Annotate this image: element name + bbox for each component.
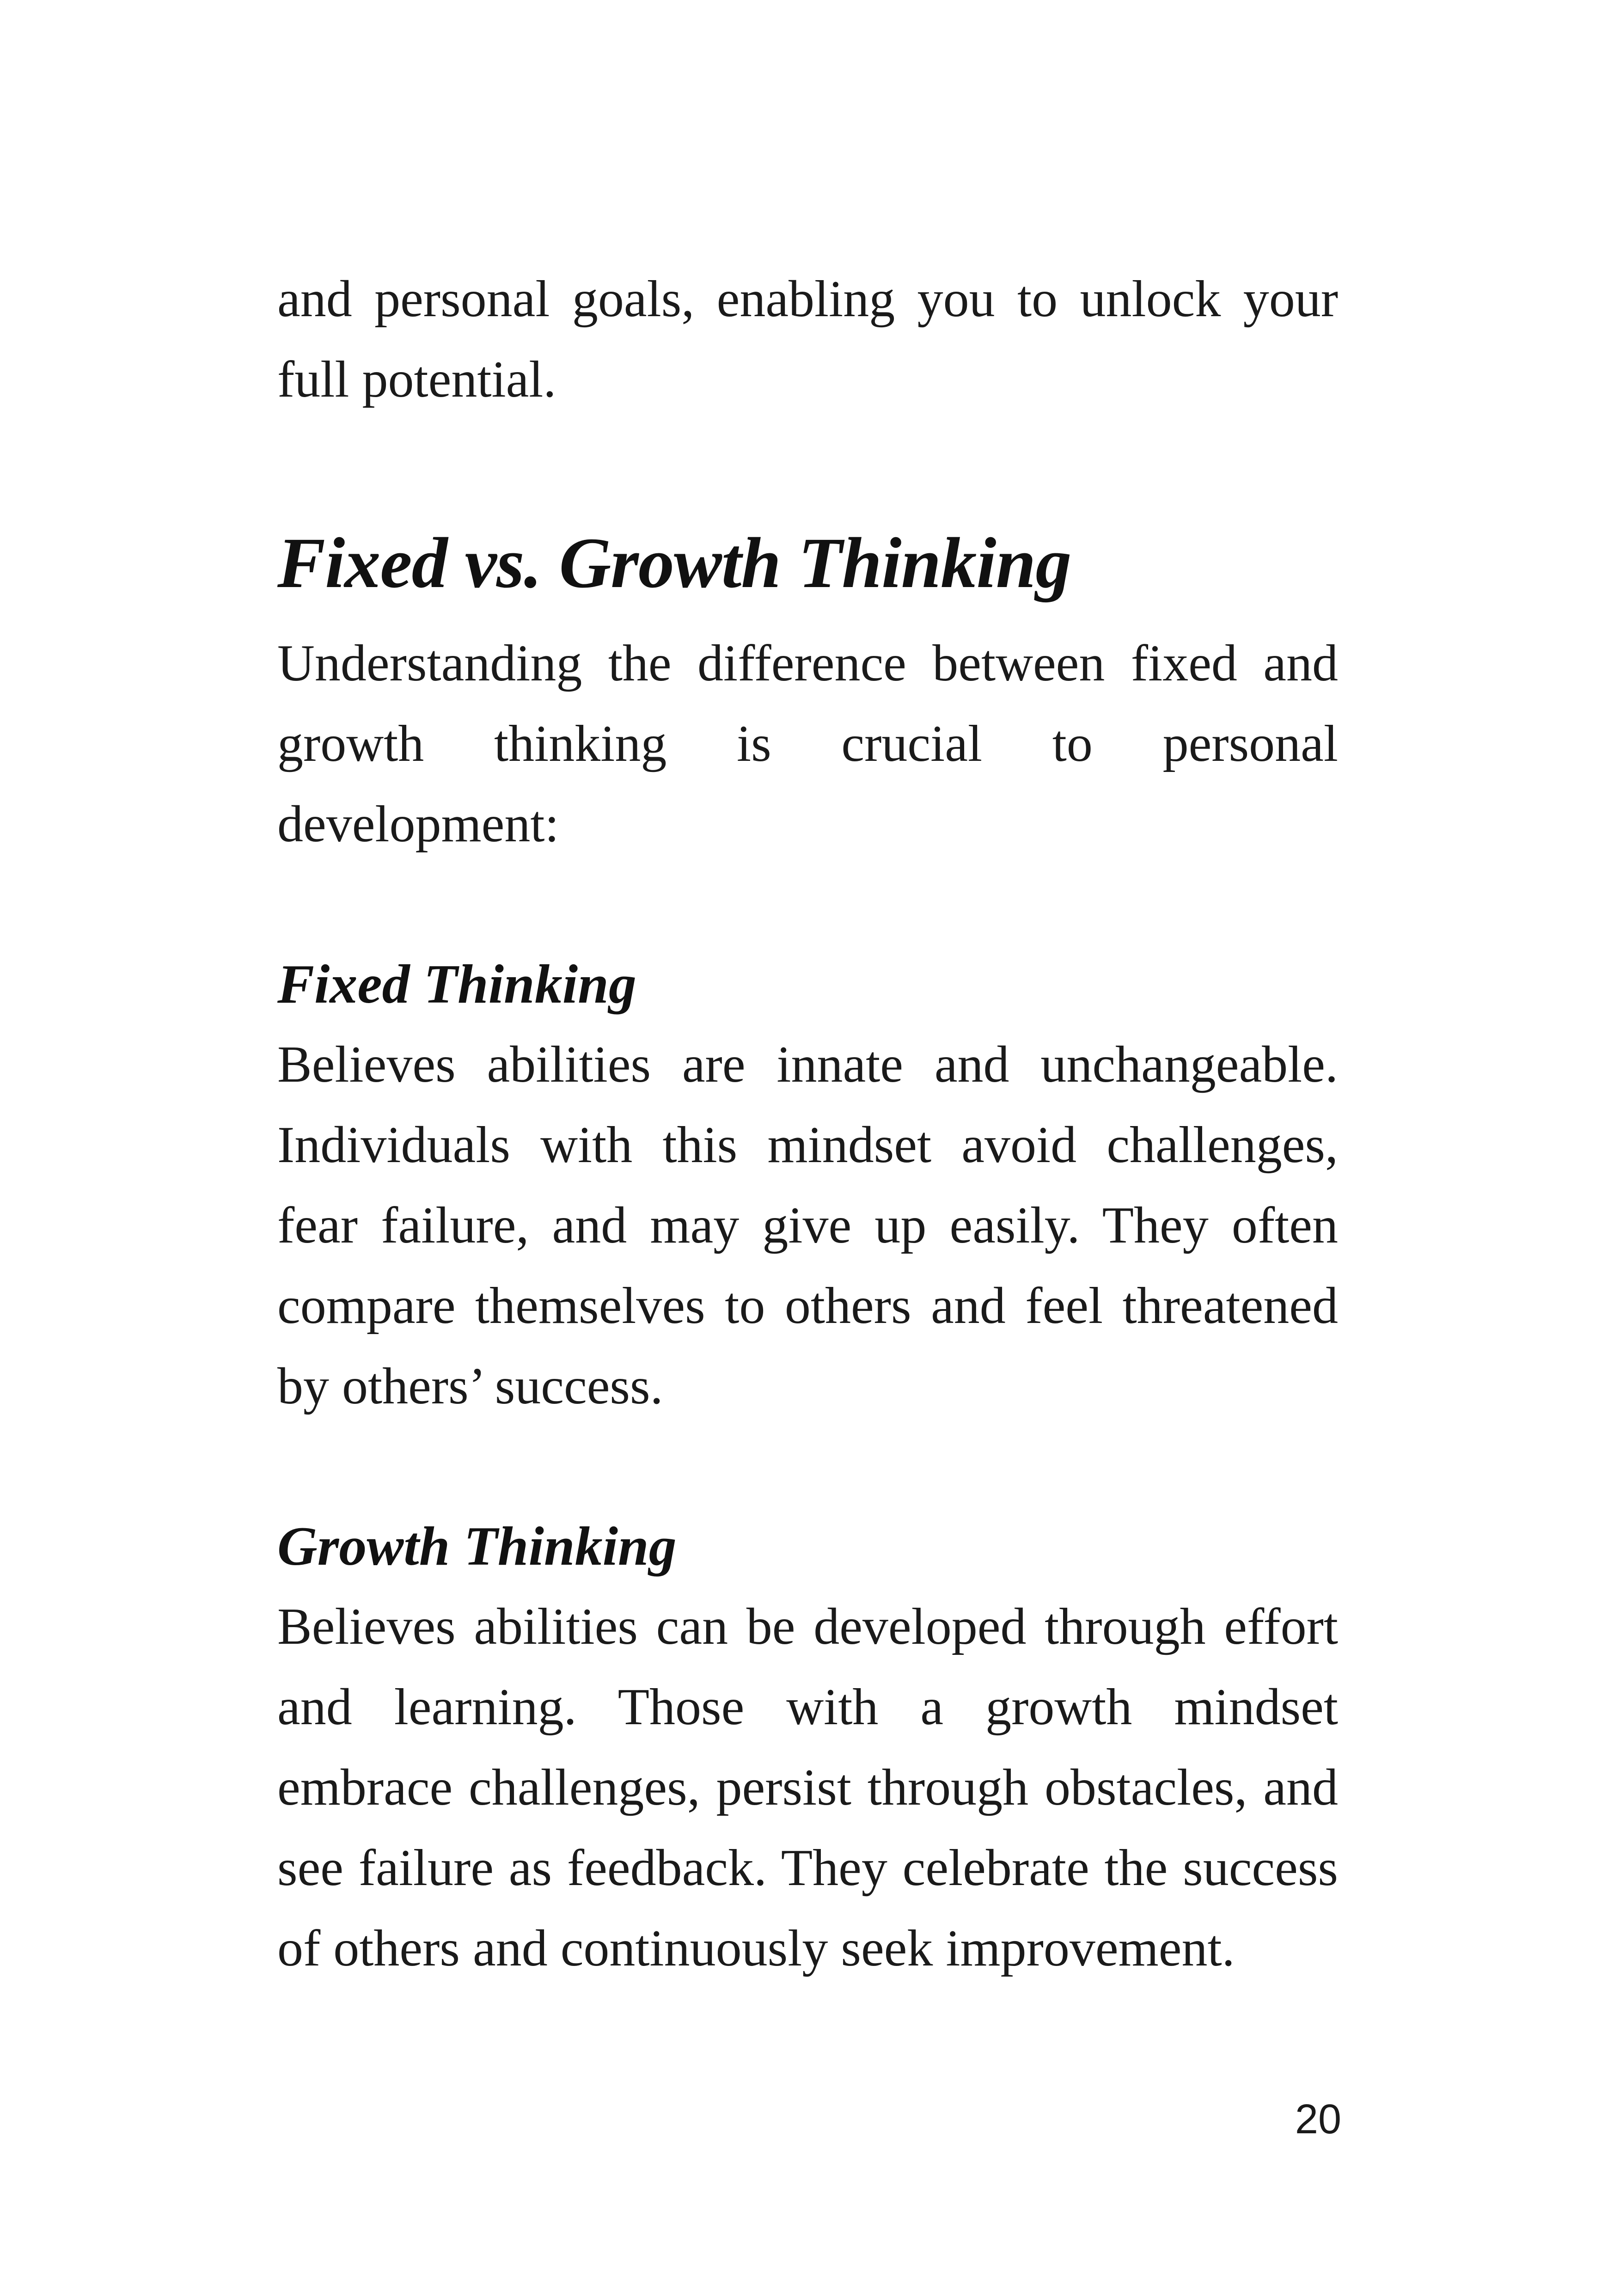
- fixed-thinking-text: Believes abilities are innate and unchangeable. Individuals with this mindset avoid challenges, fear failure, and may give up easily. They often compare themselves to others and feel threatened by others’ success.: [277, 1036, 1338, 1415]
- intro-paragraph: and personal goals, enabling you to unlock your full potential.: [277, 270, 1338, 408]
- page-number: 20: [1295, 2096, 1341, 2143]
- growth-thinking-text: Believes abilities can be developed through effort and learning. Those with a growth mindset embrace challenges, persist through obstacles, and see failure as feedback. They celebrate the success of others and continuously seek improvement.: [277, 1598, 1338, 1977]
- section-title: Fixed vs. Growth Thinking: [277, 523, 1071, 603]
- growth-thinking-heading: Growth Thinking: [277, 1515, 677, 1577]
- section-lead-paragraph: Understanding the difference between fixed and growth thinking is crucial to personal development:: [277, 635, 1338, 853]
- fixed-thinking-heading: Fixed Thinking: [277, 953, 636, 1015]
- page-content: [277, 259, 1338, 1989]
- growth-thinking-block: [277, 1506, 1338, 1989]
- fixed-thinking-block: [277, 944, 1338, 1427]
